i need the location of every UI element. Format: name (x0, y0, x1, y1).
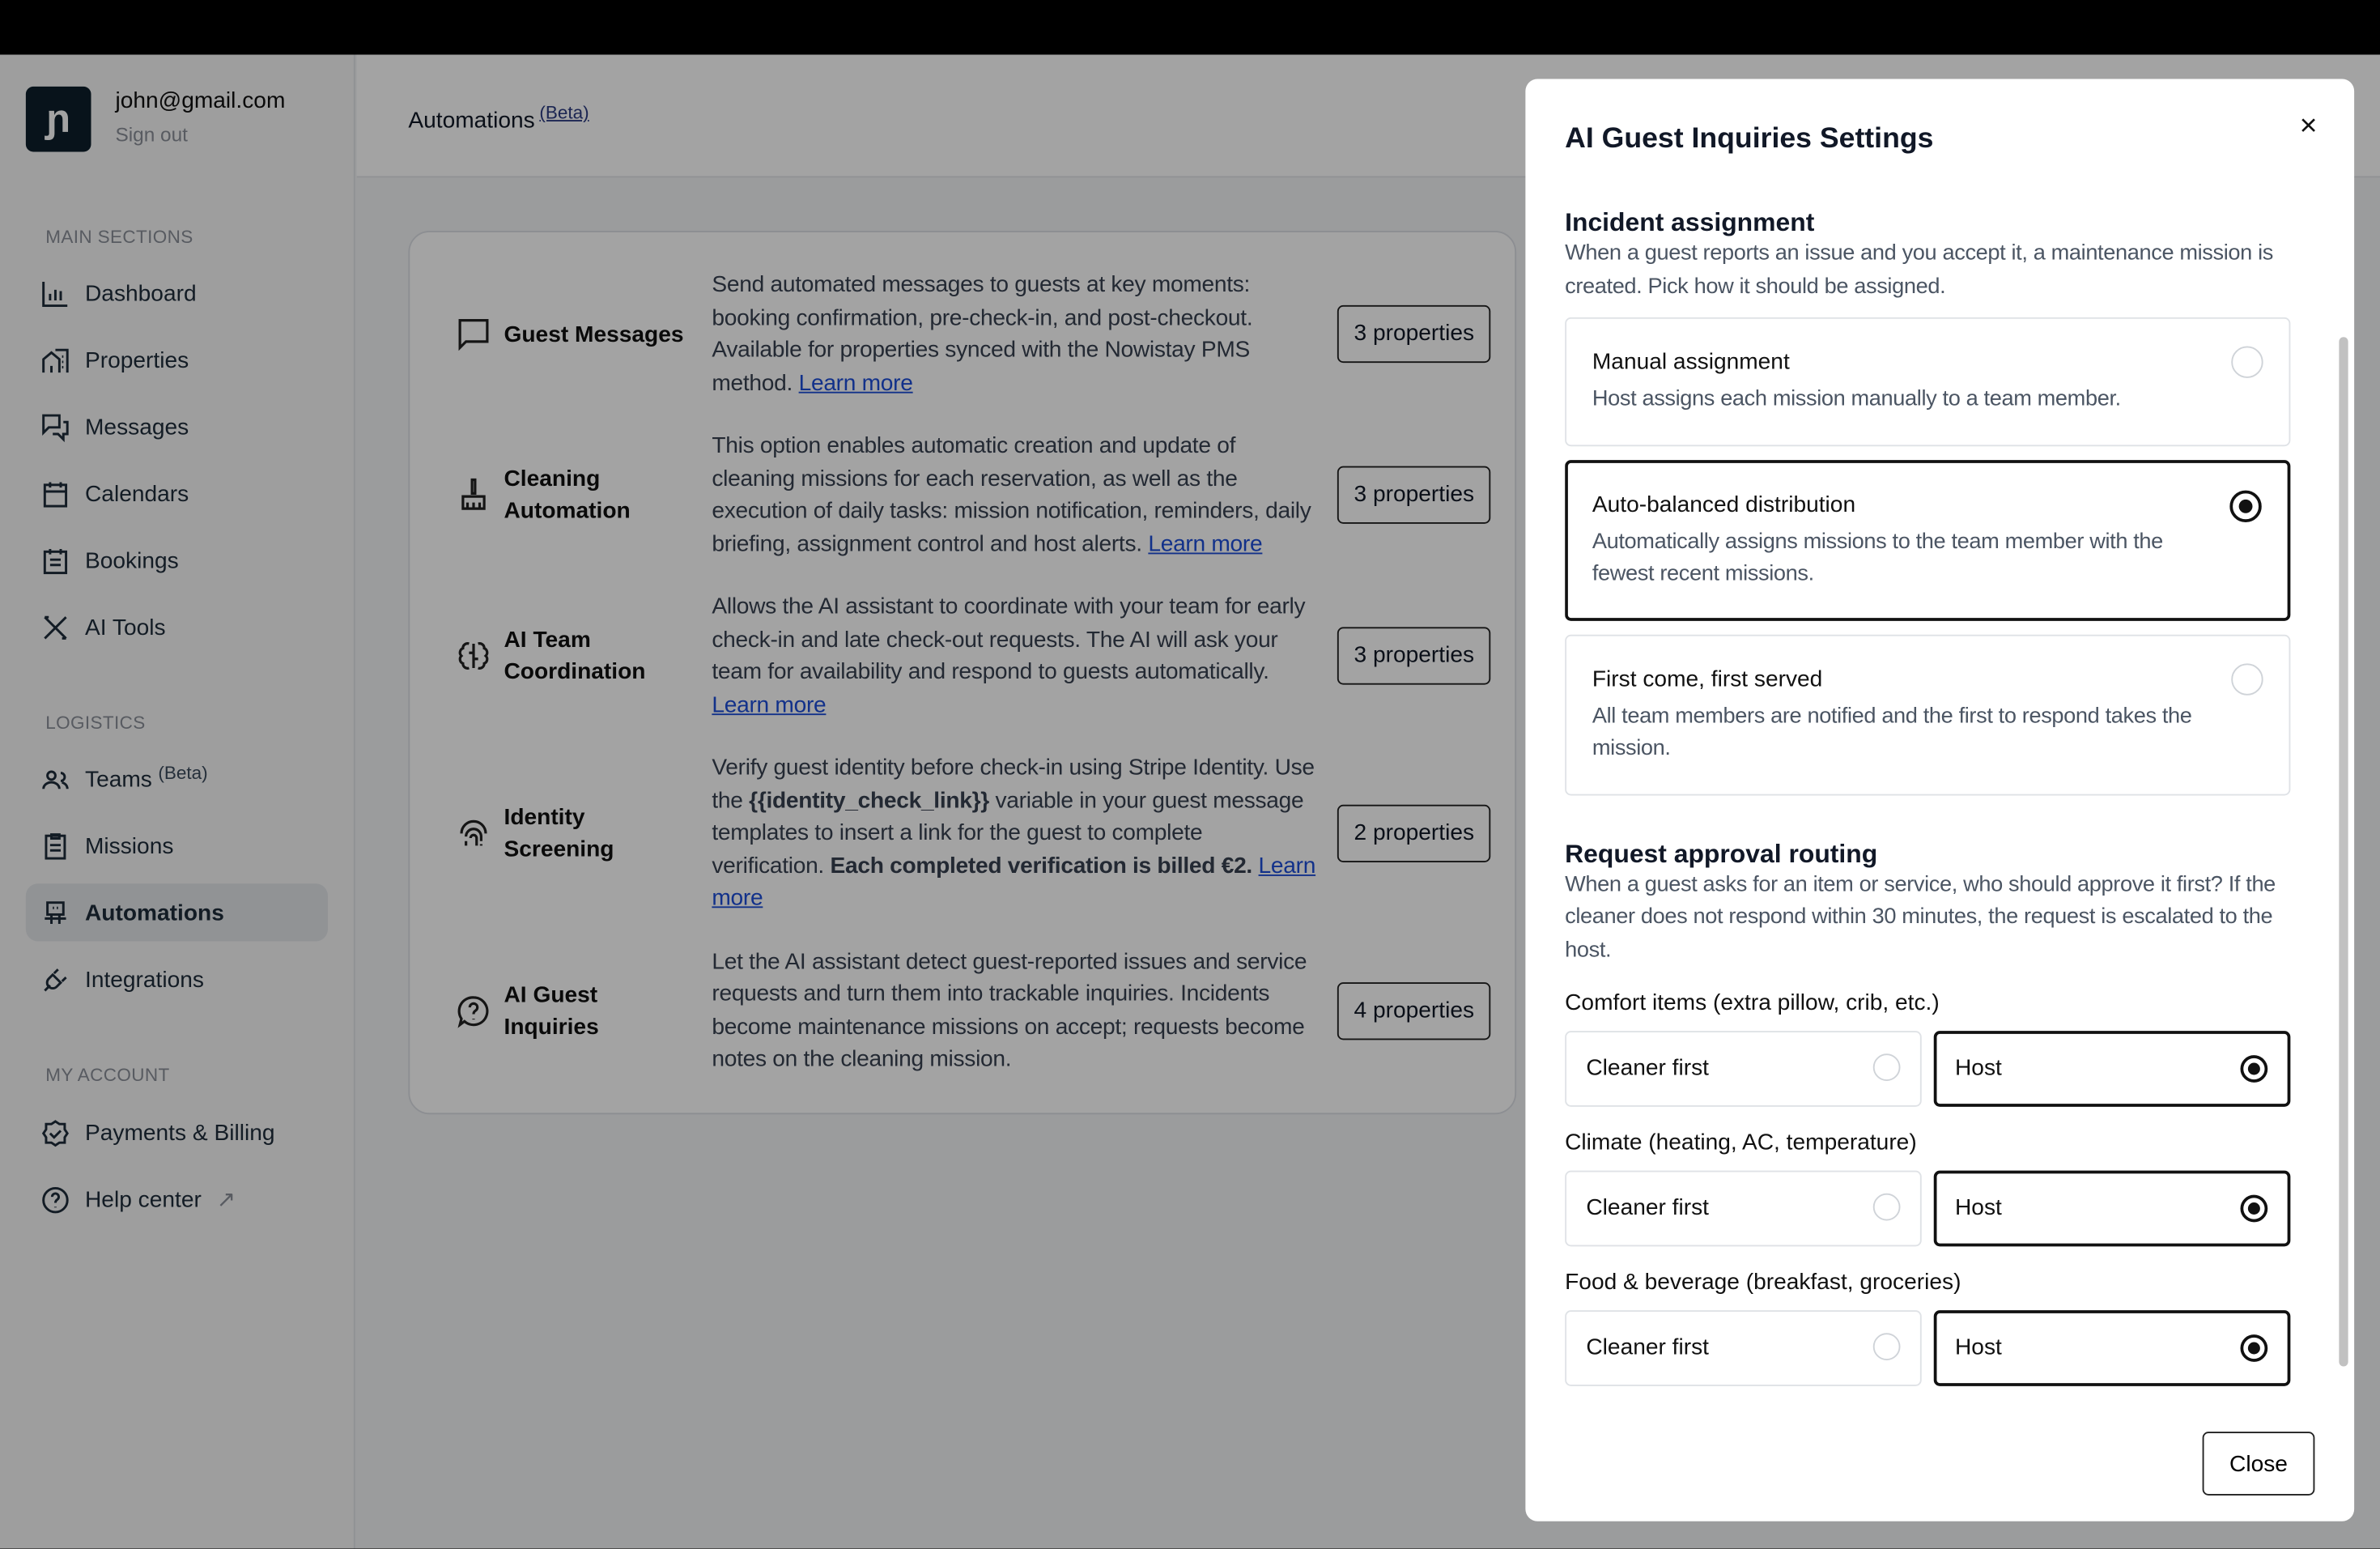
option-title: Auto-balanced distribution (1592, 491, 1856, 517)
option-title: First come, first served (1592, 666, 1823, 692)
page-title: Automations (408, 108, 535, 134)
option-first-come[interactable] (1565, 634, 2290, 795)
external-link-icon: ↗ (216, 1187, 236, 1214)
section-label: MAIN SECTIONS (45, 226, 193, 248)
learn-more-link[interactable]: Learn more (1148, 530, 1263, 557)
automation-name: AI Guest Inquiries (504, 981, 599, 1040)
option-desc: Automatically assigns missions to the team member with the fewest recent missions. (1592, 529, 2163, 586)
host-option[interactable] (1934, 1171, 2291, 1247)
option-desc: Host assigns each mission manually to a team member. (1592, 387, 2121, 412)
cleaner-first-option[interactable] (1565, 1031, 1922, 1107)
category-label: Food & beverage (breakfast, groceries) (1565, 1269, 1961, 1296)
label: Help center (85, 1186, 202, 1213)
label: Dashboard (85, 279, 197, 306)
scrollbar[interactable] (2335, 262, 2353, 1499)
properties-button[interactable]: 2 properties (1337, 804, 1491, 862)
label: Missions (85, 832, 174, 859)
host-option[interactable] (1934, 1310, 2291, 1386)
settings-modal (1525, 79, 2354, 1521)
section-label: LOGISTICS (45, 712, 146, 734)
cleaner-first-option[interactable] (1565, 1171, 1922, 1247)
label: AI Tools (85, 614, 166, 640)
radio-selected[interactable] (2229, 490, 2261, 521)
label: Automations (85, 899, 224, 926)
radio[interactable] (1873, 1194, 1901, 1221)
automation-desc: Send automated messages to guests at key moments: booking confirmation, pre-check-in, and post-checkout. Available for properties synced with the Nowistay PMS method. Learn more (712, 271, 1253, 396)
cleaner-first-option[interactable] (1565, 1310, 1922, 1386)
close-button[interactable]: Close (2203, 1432, 2315, 1496)
automation-desc: Verify guest identity before check-in using Stripe Identity. Use the {{identity_check_link}} variable in your guest message templates to insert a link for the guest to complete verification. Each completed verification is billed €2. Learn more (712, 754, 1316, 911)
properties-button[interactable]: 3 properties (1337, 627, 1491, 684)
properties-button[interactable]: 4 properties (1337, 981, 1491, 1039)
section-heading: Request approval routing (1565, 838, 1878, 868)
routing-choice-group (1565, 1171, 2293, 1247)
learn-more-link[interactable]: Learn more (712, 692, 827, 717)
radio-selected[interactable] (2241, 1055, 2268, 1083)
modal-title: AI Guest Inquiries Settings (1565, 122, 1934, 155)
section-desc: When a guest asks for an item or service, who should approve it first? If the cleaner does not respond within 30 minutes, the request is escalated to the host. (1565, 872, 2276, 962)
automation-name: AI Team Coordination (504, 627, 646, 685)
automation-name: Identity Screening (504, 804, 614, 862)
learn-more-link[interactable]: Learn more (712, 852, 1316, 911)
label: Cleaner first (1586, 1194, 1709, 1221)
section-heading: Incident assignment (1565, 207, 1815, 237)
label: Cleaner first (1586, 1055, 1709, 1081)
top-bar (0, 0, 2380, 55)
routing-choice-group (1565, 1310, 2293, 1386)
option-title: Manual assignment (1592, 349, 1790, 376)
option-manual-assignment[interactable] (1565, 317, 2290, 445)
label: Teams (85, 765, 152, 792)
radio[interactable] (1873, 1053, 1901, 1081)
user-email: john@gmail.com (115, 87, 286, 114)
category-label: Comfort items (extra pillow, crib, etc.) (1565, 989, 1940, 1016)
learn-more-link[interactable]: Learn more (798, 369, 913, 396)
properties-button[interactable]: 3 properties (1337, 466, 1491, 524)
properties-button[interactable]: 3 properties (1337, 305, 1491, 363)
label: Bookings (85, 547, 179, 573)
beta-badge: (Beta) (158, 762, 208, 784)
close-icon[interactable]: × (2299, 109, 2318, 143)
app-logo[interactable]: ɲ (26, 87, 91, 152)
automation-name: Cleaning Automation (504, 466, 631, 524)
label: Cleaner first (1586, 1334, 1709, 1360)
modal-body (1565, 206, 2293, 1418)
automation-name: Guest Messages (504, 321, 684, 347)
radio-selected[interactable] (2241, 1334, 2268, 1362)
label: Host (1955, 1194, 2002, 1221)
label: Integrations (85, 966, 204, 993)
routing-choice-group (1565, 1031, 2293, 1107)
radio[interactable] (2231, 347, 2263, 378)
option-desc: All team members are notified and the first to respond takes the mission. (1592, 704, 2192, 761)
label: Payments & Billing (85, 1119, 275, 1146)
category-label: Climate (heating, AC, temperature) (1565, 1130, 1917, 1155)
label: Calendars (85, 480, 189, 507)
radio[interactable] (1873, 1333, 1901, 1360)
automation-desc: Let the AI assistant detect guest-reported issues and service requests and turn them into trackable inquiries. Incidents become maintenance missions on accept; requests become notes on the cleaning mission. (712, 947, 1307, 1072)
section-desc: When a guest reports an issue and you accept it, a maintenance mission is created. Pick how it should be assigned. (1565, 241, 2273, 299)
automation-desc: Allows the AI assistant to coordinate with your team for early check-in and late check-out requests. The AI will ask your team for availability and respond to guests automatically. Learn more (712, 594, 1306, 717)
label: Messages (85, 413, 189, 440)
section-label: MY ACCOUNT (45, 1064, 170, 1086)
host-option[interactable] (1934, 1031, 2291, 1107)
beta-badge[interactable]: (Beta) (539, 101, 589, 123)
label: Host (1955, 1055, 2002, 1081)
scrollbar-thumb[interactable] (2339, 337, 2348, 1366)
radio[interactable] (2231, 662, 2263, 694)
label: Host (1955, 1334, 2002, 1360)
radio-selected[interactable] (2241, 1195, 2268, 1223)
label: Properties (85, 347, 189, 373)
sign-out-link[interactable]: Sign out (115, 122, 188, 146)
automation-desc: This option enables automatic creation and update of cleaning missions for each reservation, as well as the execution of daily tasks: mission notification, reminders, daily briefing, assignment control and host alerts. Learn more (712, 432, 1311, 557)
option-auto-balanced[interactable] (1565, 459, 2290, 620)
